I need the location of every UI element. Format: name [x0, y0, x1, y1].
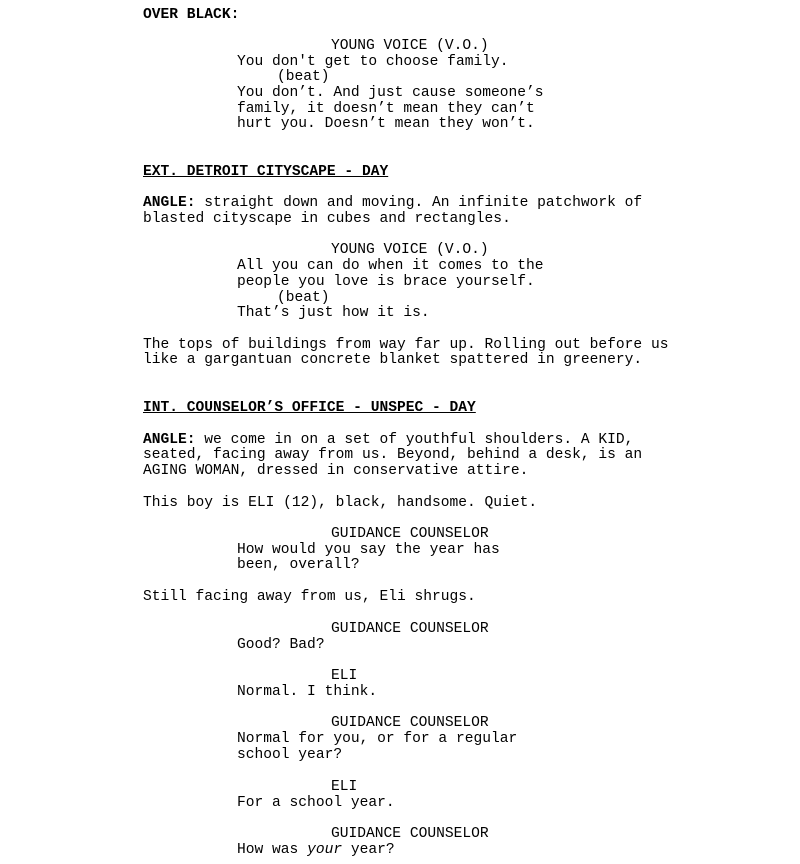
dialogue-line: You don't get to choose family. [237, 54, 509, 70]
dialogue-line: How would you say the year has [237, 542, 500, 558]
scene-heading: INT. COUNSELOR’S OFFICE - UNSPEC - DAY [143, 400, 476, 416]
action-line: Still facing away from us, Eli shrugs. [143, 589, 476, 605]
dialogue-line: family, it doesn’t mean they can’t [237, 101, 535, 117]
dialogue-line: been, overall? [237, 557, 360, 573]
action-line: blasted cityscape in cubes and rectangles. [143, 211, 511, 227]
action-line: like a gargantuan concrete blanket spattered in greenery. [143, 352, 643, 368]
parenthetical: (beat) [277, 69, 330, 85]
dialogue-emphasis: your [307, 842, 343, 858]
transition-over-black: OVER BLACK: [143, 7, 240, 23]
character-cue: GUIDANCE COUNSELOR [331, 526, 489, 542]
action-line: seated, facing away from us. Beyond, behind a desk, is an [143, 447, 643, 463]
dialogue-line: people you love is brace yourself. [237, 274, 535, 290]
dialogue-line: Good? Bad? [237, 637, 325, 653]
scene-heading: EXT. DETROIT CITYSCAPE - DAY [143, 164, 389, 180]
character-cue: ELI [331, 668, 358, 684]
angle-label: ANGLE: [143, 195, 196, 211]
action-text: straight down and moving. An infinite patchwork of [195, 195, 643, 211]
character-cue: GUIDANCE COUNSELOR [331, 621, 489, 637]
character-cue: GUIDANCE COUNSELOR [331, 826, 489, 842]
dialogue-line: Normal. I think. [237, 684, 378, 700]
character-cue: ELI [331, 779, 358, 795]
character-cue: YOUNG VOICE (V.O.) [331, 38, 489, 54]
dialogue-line: That’s just how it is. [237, 305, 430, 321]
dialogue-line: hurt you. Doesn’t mean they won’t. [237, 116, 535, 132]
action-text: we come in on a set of youthful shoulders. A KID, [195, 432, 634, 448]
dialogue-line: Normal for you, or for a regular [237, 731, 518, 747]
dialogue-line: You don’t. And just cause someone’s [237, 85, 544, 101]
dialogue-line: school year? [237, 747, 343, 763]
dialogue-text: year? [342, 842, 395, 858]
action-line [143, 196, 642, 212]
character-cue: GUIDANCE COUNSELOR [331, 715, 489, 731]
dialogue-line: For a school year. [237, 795, 395, 811]
character-cue: YOUNG VOICE (V.O.) [331, 242, 489, 258]
action-line: AGING WOMAN, dressed in conservative attire. [143, 463, 529, 479]
parenthetical: (beat) [277, 290, 330, 306]
angle-label: ANGLE: [143, 432, 196, 448]
dialogue-line: All you can do when it comes to the [237, 258, 544, 274]
action-line: This boy is ELI (12), black, handsome. Quiet. [143, 495, 538, 511]
dialogue-text: How was [237, 842, 308, 858]
action-line: The tops of buildings from way far up. Rolling out before us [143, 337, 669, 353]
dialogue-line [237, 843, 395, 859]
